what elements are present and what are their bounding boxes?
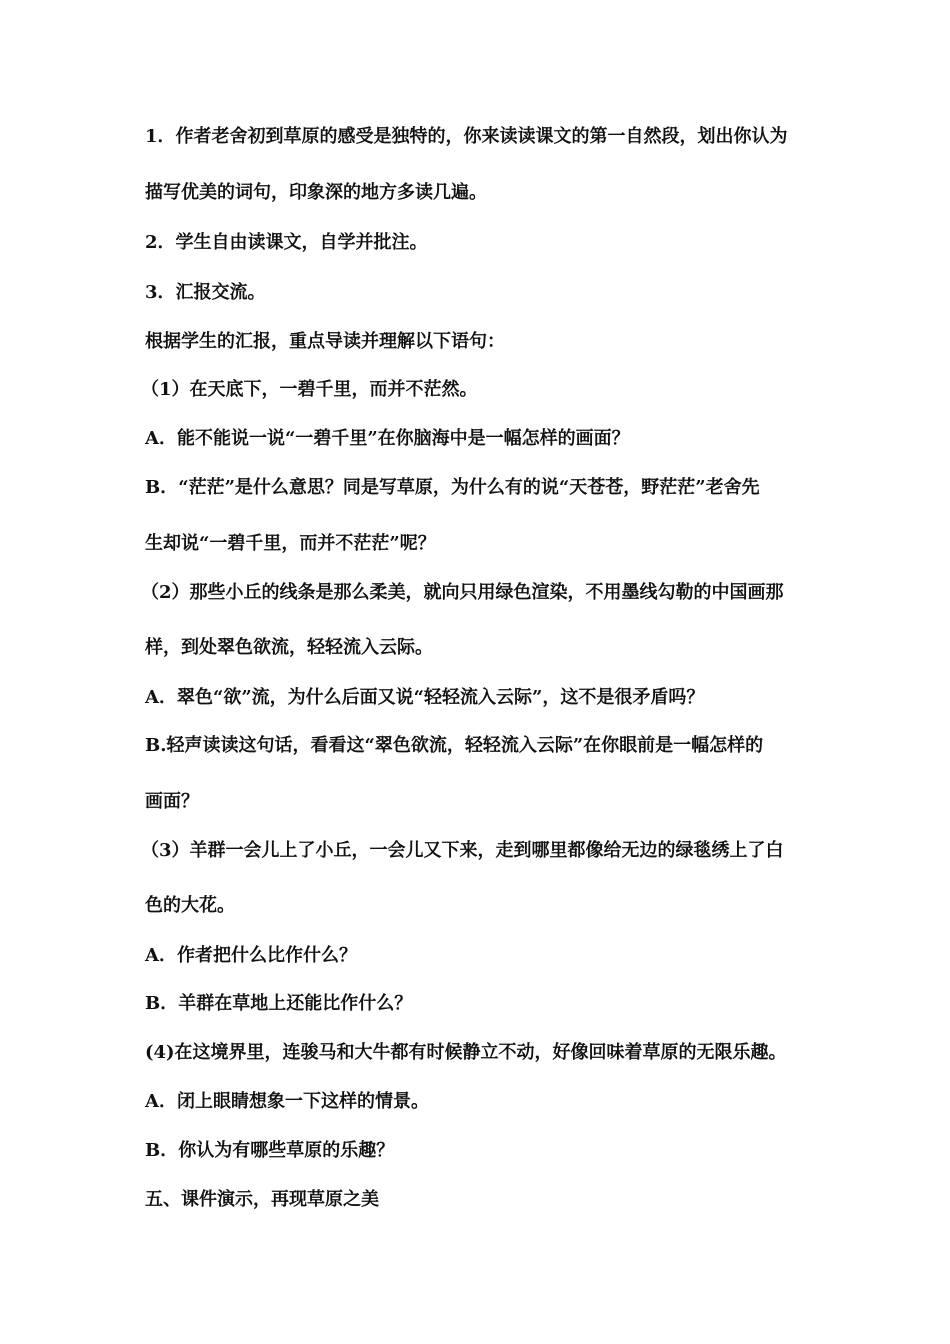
text-line: 2．学生自由读课文，自学并批注。 [145, 232, 428, 253]
text-line: A．作者把什么比作什么？ [145, 945, 357, 966]
text-line: 生却说“一碧千里，而并不茫茫”呢？ [145, 533, 436, 554]
text-line: 色的大花。 [145, 895, 235, 916]
text-line: B．“茫茫”是什么意思？同是写草原，为什么有的说“天苍苍，野茫茫”老舍先 [145, 477, 760, 498]
text-line: （1）在天底下，一碧千里，而并不茫然。 [141, 379, 478, 400]
text-line: A．闭上眼睛想象一下这样的情景。 [145, 1091, 429, 1112]
text-line: B.轻声读读这句话，看看这“翠色欲流，轻轻流入云际”在你眼前是一幅怎样的 [145, 735, 764, 756]
text-line: 根据学生的汇报，重点导读并理解以下语句： [145, 331, 505, 352]
text-line: 画面？ [145, 791, 199, 812]
section-heading: 五、课件演示，再现草原之美 [145, 1189, 379, 1210]
text-line: （3）羊群一会儿上了小丘，一会儿又下来，走到哪里都像给无边的绿毯绣上了白 [141, 840, 784, 861]
text-line: A．能不能说一说“一碧千里”在你脑海中是一幅怎样的画面？ [145, 428, 630, 449]
text-line: (4)在这境界里，连骏马和大牛都有时候静立不动，好像回味着草原的无限乐趣。 [145, 1042, 787, 1063]
text-line: （2）那些小丘的线条是那么柔美，就向只用绿色渲染，不用墨线勾勒的中国画那 [141, 582, 784, 603]
text-line: B．你认为有哪些草原的乐趣？ [145, 1140, 395, 1161]
text-line: A．翠色“欲”流，为什么后面又说“轻轻流入云际”，这不是很矛盾吗？ [145, 687, 705, 708]
text-line: 描写优美的词句，印象深的地方多读几遍。 [145, 182, 487, 203]
text-line: 3．汇报交流。 [145, 282, 266, 303]
text-line: 样，到处翠色欲流，轻轻流入云际。 [145, 637, 433, 658]
text-line: B．羊群在草地上还能比作什么？ [145, 993, 413, 1014]
text-line: 1．作者老舍初到草原的感受是独特的，你来读读课文的第一自然段，划出你认为 [145, 126, 788, 147]
